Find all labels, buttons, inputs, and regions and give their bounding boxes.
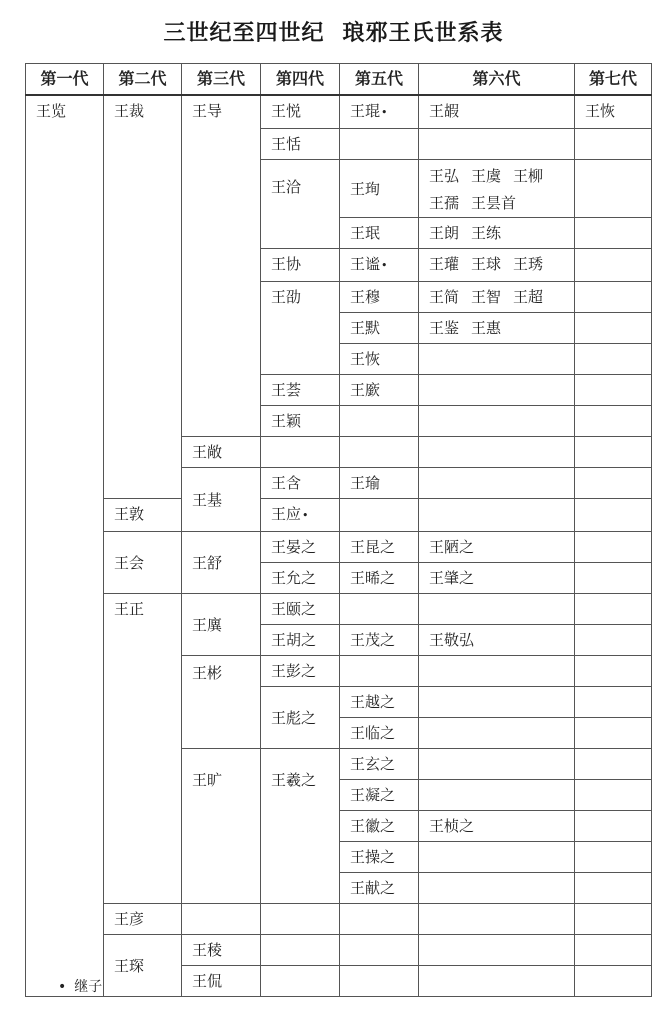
gen6-cell [419,749,575,780]
person-name: 王超 [513,288,544,306]
gen6-cell [575,468,652,499]
gen7-cell [575,687,652,718]
gen6-cell [419,780,575,811]
gen7-cell [575,811,652,842]
gen4-cell: 王彪之 [261,687,340,749]
header-gen-3: 第三代 [182,64,261,96]
person-name: 王惠 [471,319,502,337]
gen7-cell [575,532,652,563]
table-row [26,532,652,563]
gen6-cell [419,935,575,966]
gen7-cell [575,129,652,160]
gen6-cell [419,811,575,842]
footnote-text: 继子 [74,979,103,995]
gen3-cell: 王稜 [182,935,261,966]
gen7-cell [575,749,652,780]
person-name: 王肇之 [429,569,475,587]
gen6-cell [419,218,575,249]
gen5-cell: 王晞之 [340,563,419,594]
gen5-cell: 王临之 [340,718,419,749]
person-name: 王陋之 [429,538,475,556]
gen6-cell [419,687,575,718]
gen3-cell: 王敦 [104,499,182,532]
gen5-cell [340,935,419,966]
gen6-cell [419,499,575,532]
header-gen-6: 第六代 [419,64,575,96]
gen5-cell: 王操之 [340,842,419,873]
gen7-cell [575,656,652,687]
gen7-cell [575,718,652,749]
header-gen-1: 第一代 [26,64,104,96]
gen6-cell [419,532,575,563]
gen7-cell [575,966,652,997]
table-row [26,935,652,966]
gen4-cell: 王允之 [261,563,340,594]
person-name: 王朗 [429,224,460,242]
person-name: 王应 [271,505,302,523]
gen2-cell: 王裁 [104,95,182,499]
gen4-cell: 王悦 [261,95,340,129]
gen6-cell [419,437,575,468]
gen6-cell [419,160,575,218]
gen5-cell: 王默 [340,313,419,344]
gen3-cell: 王颖 [261,406,340,437]
gen7-cell [575,780,652,811]
adopted-marker: • [381,259,388,272]
person-name: 王智 [471,288,502,306]
gen4-cell [261,499,340,532]
person-name: 王练 [471,224,502,242]
gen6-cell [419,129,575,160]
gen2-cell: 王会 [104,532,182,594]
gen6-cell [419,625,575,656]
gen3-cell: 王含 [261,468,340,499]
gen6-cell [419,282,575,313]
gen4-cell: 王彭之 [261,656,340,687]
gen5-cell [340,499,419,532]
footnote-marker: • [58,979,67,995]
adopted-marker: • [302,509,309,522]
gen4-cell [261,904,340,935]
gen6-cell [575,406,652,437]
person-name: 王琨 [350,102,381,120]
gen7-cell: 王恢 [575,95,652,129]
gen5-cell: 王凝之 [340,780,419,811]
person-name: 王嘏 [429,102,460,120]
person-name: 王鉴 [429,319,460,337]
page-title [0,16,667,47]
gen5-cell [340,437,419,468]
header-gen-2: 第二代 [104,64,182,96]
title-part-2: 琅邪王氏世系表 [342,21,504,46]
gen7-cell [575,375,652,406]
header-gen-4: 第四代 [261,64,340,96]
gen4-cell: 王羲之 [261,749,340,904]
gen5-cell: 王徽之 [340,811,419,842]
gen4-cell: 王洽 [261,160,340,249]
person-name: 王球 [471,255,502,273]
table-row [26,594,652,625]
gen6-cell [419,873,575,904]
person-name: 王瓘 [429,255,460,273]
person-name: 王琇 [513,255,544,273]
gen3-cell: 王敞 [182,437,261,468]
gen7-cell [575,904,652,935]
gen3-cell: 王导 [182,95,261,437]
person-name: 王谧 [350,255,381,273]
gen4-cell: 王瑜 [340,468,419,499]
gen6-cell [419,375,575,406]
gen2-cell: 王彦 [104,904,182,935]
gen5-cell: 王献之 [340,873,419,904]
gen3-cell: 王彬 [182,656,261,749]
person-name: 王孺 [429,194,460,212]
gen4-cell: 王劭 [261,282,340,375]
gen7-cell [575,873,652,904]
gen5-cell [419,468,575,499]
gen5-cell: 王越之 [340,687,419,718]
person-name: 王虞 [471,167,502,185]
person-name: 王简 [429,288,460,306]
gen5-cell: 王茂之 [340,625,419,656]
person-name: 王桢之 [429,817,475,835]
gen4-cell: 王颐之 [261,594,340,625]
gen7-cell [575,313,652,344]
gen4-cell: 王恬 [261,129,340,160]
gen5-cell: 王穆 [340,282,419,313]
gen2-cell: 王基 [182,468,261,532]
gen3-cell [182,904,261,935]
gen7-cell [575,935,652,966]
gen4-cell: 王晏之 [261,532,340,563]
gen6-cell [419,95,575,129]
gen3-cell: 王旷 [182,749,261,904]
title-part-1: 三世纪至四世纪 [163,21,325,46]
gen6-cell [419,563,575,594]
gen5-cell [340,594,419,625]
gen6-cell [419,249,575,282]
table-row [26,904,652,935]
header-gen-5: 第五代 [340,64,419,96]
gen7-cell [575,344,652,375]
gen3-cell: 王侃 [182,966,261,997]
gen7-cell [575,499,652,532]
gen5-cell: 王昆之 [340,532,419,563]
gen6-cell [419,594,575,625]
table-row [26,95,652,129]
gen2-cell: 王琛 [104,935,182,997]
gen6-cell [419,842,575,873]
gen7-cell [575,625,652,656]
gen4-cell [261,966,340,997]
header-gen-7: 第七代 [575,64,652,96]
genealogy-table [25,63,652,997]
gen5-cell [340,904,419,935]
gen5-cell [340,656,419,687]
gen4-cell [340,406,419,437]
gen3-cell: 王舒 [182,532,261,594]
footnote [58,976,102,996]
gen4-cell: 王胡之 [261,625,340,656]
gen7-cell [575,594,652,625]
gen5-cell: 王玄之 [340,749,419,780]
gen4-cell: 王荟 [261,375,340,406]
gen6-cell [419,313,575,344]
gen5-cell [419,406,575,437]
gen5-cell [340,966,419,997]
person-name: 王敬弘 [429,631,475,649]
gen7-cell [575,842,652,873]
gen5-cell: 王廞 [340,375,419,406]
gen6-cell [419,718,575,749]
gen5-cell [340,129,419,160]
gen7-cell [575,437,652,468]
gen4-cell [261,935,340,966]
gen6-cell [419,904,575,935]
table-row [26,499,652,532]
gen7-cell [575,282,652,313]
gen2-cell: 王正 [104,594,182,904]
gen5-cell [340,249,419,282]
gen6-cell [419,656,575,687]
gen5-cell: 王珉 [340,218,419,249]
gen7-cell [575,218,652,249]
header-row [26,64,652,96]
person-name: 王弘 [429,167,460,185]
adopted-marker: • [381,106,388,119]
gen5-cell: 王珣 [340,160,419,218]
gen7-cell [575,249,652,282]
gen3-cell: 王廙 [182,594,261,656]
gen7-cell [575,563,652,594]
gen6-cell [419,344,575,375]
person-name: 王昙首 [471,194,517,212]
gen1-cell: 王览 [26,95,104,997]
person-name: 王柳 [513,167,544,185]
gen5-cell: 王恢 [340,344,419,375]
gen6-cell [419,966,575,997]
gen4-cell: 王协 [261,249,340,282]
gen5-cell [340,95,419,129]
gen7-cell [575,160,652,218]
gen4-cell [261,437,340,468]
